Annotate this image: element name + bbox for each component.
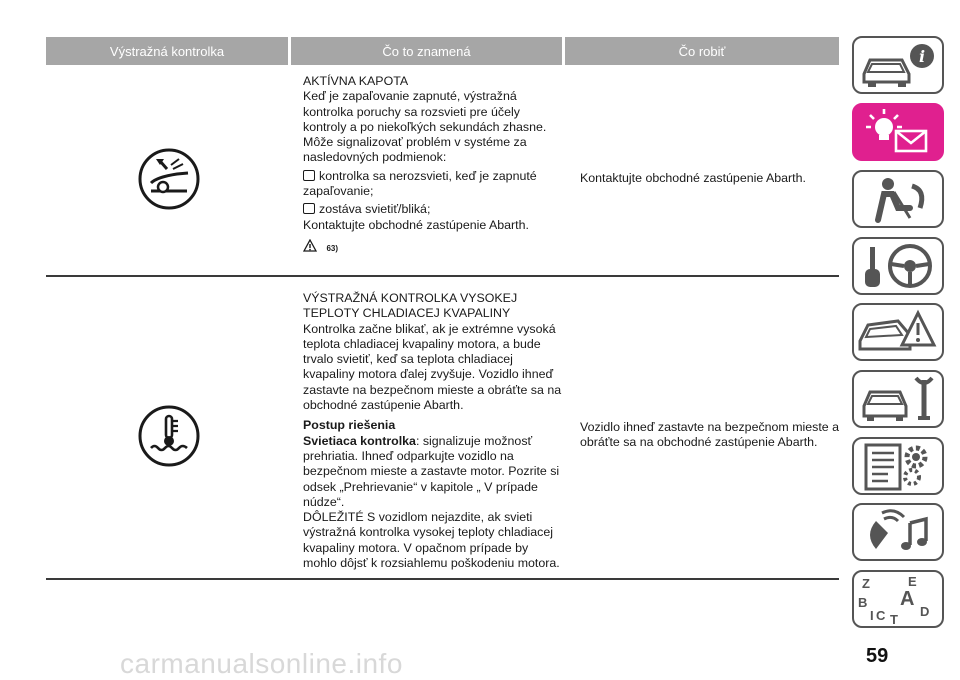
index-letter: I	[870, 608, 874, 623]
key-steering-wheel-icon	[854, 239, 942, 293]
warning-triangle-icon	[303, 239, 317, 252]
tab-safety[interactable]	[852, 170, 944, 228]
row2-procedure-heading: Postup riešenia	[303, 418, 396, 433]
row2-procedure	[303, 434, 565, 510]
row2-procedure-label: Svietiaca kontrolka	[303, 433, 416, 448]
row2-action: Vozidlo ihneď zastavte na bezpečnom mieste a obráťte sa na obchodné zastúpenie Abarth.	[580, 420, 840, 450]
row1-action: Kontaktujte obchodné zastúpenie Abarth.	[580, 171, 806, 185]
car-accident-warning-icon	[854, 305, 942, 359]
index-letter: D	[920, 604, 930, 619]
tab-index[interactable]	[852, 570, 944, 628]
tab-emergency[interactable]	[852, 303, 944, 361]
index-letter: A	[900, 588, 915, 610]
index-letter: T	[890, 612, 898, 626]
specs-gears-icon	[854, 439, 942, 493]
row1-title: AKTÍVNA KAPOTA	[303, 74, 409, 88]
tab-warning-lights[interactable]	[852, 103, 944, 161]
tab-multimedia[interactable]	[852, 503, 944, 561]
row2-title: VÝSTRAŽNÁ KONTROLKA VYSOKEJ TEPLOTY CHLADIACEJ KVAPALINY	[303, 291, 518, 321]
row1-bullet-1	[303, 169, 558, 200]
warning-light-message-icon	[854, 105, 942, 159]
row2-meaning	[303, 291, 565, 571]
alphabet-index-icon	[854, 572, 942, 626]
row1-meaning-outro: Kontaktujte obchodné zastúpenie Abarth.	[303, 217, 529, 232]
tab-maintenance[interactable]	[852, 370, 944, 428]
bonnet-open-warning-icon	[137, 147, 201, 216]
row2-procedure-text: : signalizuje možnosť prehriatia. Ihneď odparkujte vozidlo na bezpečnom mieste a zastavte motor. Pozrite si odsek „Prehrievanie“ v kapitole „ V prípade núdze“.	[303, 433, 560, 509]
index-letter: E	[908, 574, 917, 589]
seat-airbag-icon	[854, 172, 942, 226]
header-action: Čo robiť	[565, 37, 839, 65]
row2-meaning-intro: Kontrolka začne blikať, ak je extrémne vysoká teplota chladiacej kvapaliny motora, a bude trvalo svietiť, keď sa teplota chladiacej kvapaliny motora ďalej zvyšuje. Vozidlo ihneď zastavte na bezpečnom mieste a obráťte sa na obchodné zastúpenie Abarth.	[303, 321, 562, 413]
row-divider	[46, 578, 839, 580]
multimedia-music-icon	[854, 505, 942, 559]
car-service-wrench-icon	[854, 372, 942, 426]
bullet-box-icon	[303, 170, 315, 181]
row1-bullet-2	[303, 202, 558, 217]
row1-meaning	[303, 74, 558, 256]
car-info-icon	[854, 38, 942, 92]
index-letter: C	[876, 608, 886, 623]
row1-meaning-intro: Keď je zapaľovanie zapnuté, výstražná kontrolka poruchy sa rozsvieti pre účely kontroly a po niekoľkých sekundách zhasne. Môže signalizovať problém v systéme za nasledovných podmienok:	[303, 89, 547, 165]
row-divider	[46, 275, 839, 277]
bullet-box-icon	[303, 203, 315, 214]
tab-car-info[interactable]	[852, 36, 944, 94]
index-letter: Z	[862, 576, 870, 591]
row1-warning-ref-text: 63)	[326, 243, 339, 253]
row1-bullet-2-text: zostáva svietiť/bliká;	[319, 202, 431, 217]
page-number: 59	[866, 645, 889, 667]
svg-text:i: i	[918, 47, 926, 66]
coolant-temperature-warning-icon	[137, 404, 201, 473]
tab-starting-driving[interactable]	[852, 237, 944, 295]
header-meaning: Čo to znamená	[291, 37, 562, 65]
watermark: carmanualsonline.info	[120, 648, 403, 679]
index-letter: B	[858, 595, 868, 610]
row2-important: DÔLEŽITÉ S vozidlom nejazdite, ak svieti výstražná kontrolka vysokej teploty chladiacej kvapaliny motora. V opačnom prípade by mohlo dôjsť k rozsiahlemu poškodeniu motora.	[303, 510, 560, 571]
row1-warning-ref	[303, 239, 558, 256]
tab-technical-data[interactable]	[852, 437, 944, 495]
row1-bullet-1-text: kontrolka sa nerozsvieti, keď je zapnuté zapaľovanie;	[303, 168, 537, 199]
header-warning-light: Výstražná kontrolka	[46, 37, 288, 65]
